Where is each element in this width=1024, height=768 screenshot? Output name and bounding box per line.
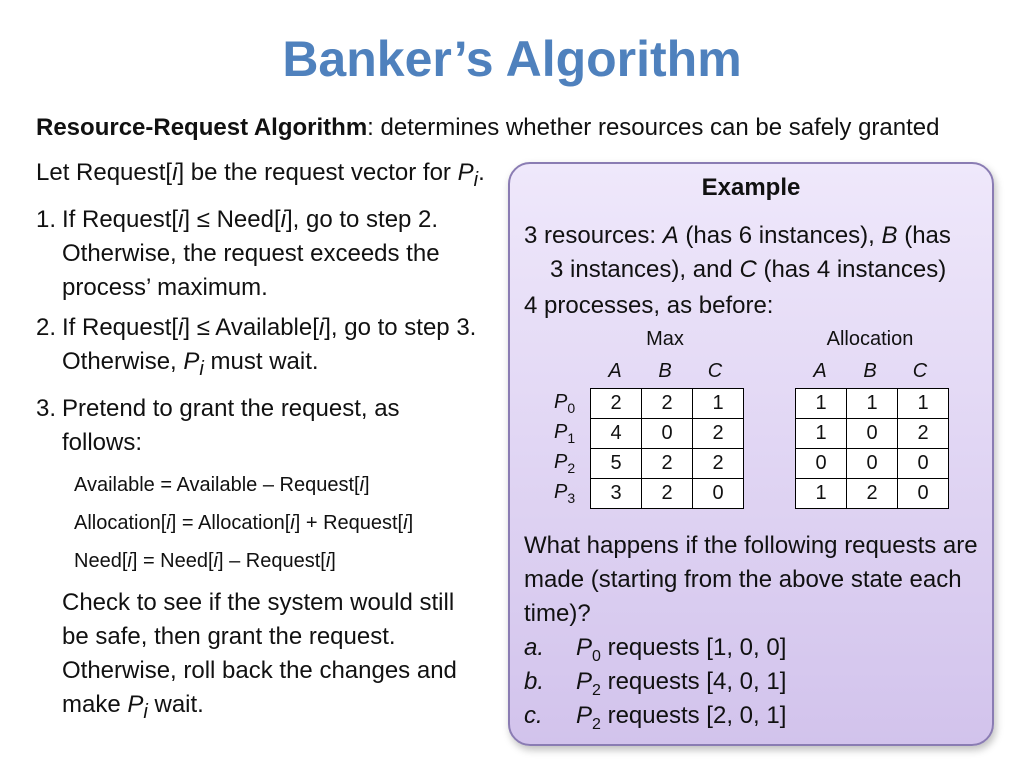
alloc-col-b: B xyxy=(863,360,877,382)
closing-text: Check to see if the system would still be safe, then grant the request. Otherwise, roll back the changes and make $P_i$ wait. xyxy=(62,588,457,723)
question-text: What happens if the following requests are made (starting from the above state each time)? xyxy=(524,532,978,627)
step-2: 2. If Request[i] ≤ Available[i], go to step 3. Otherwise, $P_i$ must wait. xyxy=(36,313,477,380)
example-panel xyxy=(508,162,994,746)
table-row: 2 2 1 xyxy=(591,389,744,419)
row-label-p0: $P_0$ xyxy=(554,391,576,416)
max-table-label: Max xyxy=(646,328,684,350)
table-row: 1 1 1 xyxy=(796,389,949,419)
table-row: 1 2 0 xyxy=(796,479,949,509)
intro-text: Let Request[i] be the request vector for $P_i$. xyxy=(36,159,485,191)
max-col-c: C xyxy=(707,360,723,382)
max-table xyxy=(590,388,744,509)
formula-need: Need[i] = Need[i] – Request[i] xyxy=(74,549,336,572)
table-row: 5 2 2 xyxy=(591,449,744,479)
table-row: 1 0 2 xyxy=(796,419,949,449)
algorithm-steps xyxy=(36,156,486,728)
resources-text: 3 resources: A (has 6 instances), B (has 3 instances), and C (has 4 instances) xyxy=(524,222,951,283)
row-label-p1: $P_1$ xyxy=(554,421,576,446)
max-col-b: B xyxy=(658,360,672,382)
row-label-p2: $P_2$ xyxy=(554,451,576,476)
table-row: 0 0 0 xyxy=(796,449,949,479)
alloc-col-a: A xyxy=(813,360,827,382)
table-row: 3 2 0 xyxy=(591,479,744,509)
subtitle-rest: : determines whether resources can be safely granted xyxy=(367,114,940,141)
subtitle-bold: Resource-Request Algorithm xyxy=(36,114,368,141)
formula-allocation: Allocation[i] = Allocation[i] + Request[i] xyxy=(74,511,414,534)
table-row: 4 0 2 xyxy=(591,419,744,449)
request-a: a. $P_0$ requests [1, 0, 0] xyxy=(524,634,787,665)
alloc-col-c: C xyxy=(912,360,928,382)
allocation-table xyxy=(795,388,949,509)
request-c: c. $P_2$ requests [2, 0, 1] xyxy=(524,702,787,733)
max-col-a: A xyxy=(608,360,622,382)
step-1: 1. If Request[i] ≤ Need[i], go to step 2. Otherwise, the request exceeds the process’ maximum. xyxy=(36,205,440,301)
slide-title: Banker’s Algorithm xyxy=(282,31,742,87)
formula-available: Available = Available – Request[i] xyxy=(74,473,370,496)
allocation-table-label: Allocation xyxy=(826,328,914,350)
processes-text: 4 processes, as before: xyxy=(524,292,774,319)
request-b: b. $P_2$ requests [4, 0, 1] xyxy=(524,668,787,699)
row-label-p3: $P_3$ xyxy=(554,481,576,506)
slide-subtitle xyxy=(36,114,939,142)
step-3: 3. Pretend to grant the request, as follows: xyxy=(36,394,400,456)
example-title: Example xyxy=(701,174,801,201)
